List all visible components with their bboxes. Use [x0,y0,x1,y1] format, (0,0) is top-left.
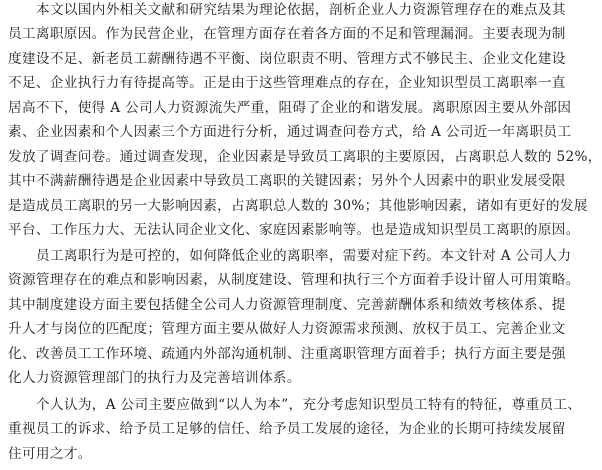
paragraph-1-line-2: 员工离职原因。作为民营企业，在管理方面存在着各方面的不足和管理漏洞。主要表现为制 [8,26,566,42]
paragraph-3-line-3: 住可用之才。 [8,446,92,462]
paragraph-1-line-1: 本文以国内外相关文献和研究结果为理论依据，剖析企业人力资源管理存在的难点及其 [36,2,566,18]
paragraph-2-line-2: 资源管理存在的难点和影响因素，从制度建设、管理和执行三个方面着手设计留人可用策略。 [8,272,580,288]
paragraph-2-line-6: 化人力资源管理部门的执行力及完善培训体系。 [8,370,301,386]
paragraph-2-line-1: 员工离职行为是可控的，如何降低企业的离职率，需要对症下药。本文针对 A 公司人力 [36,248,572,264]
paragraph-2-line-4: 升人才与岗位的匹配度；管理方面主要从做好人力资源需求预测、放权于员工、完善企业文 [8,321,566,337]
paragraph-1-line-9: 是造成员工离职的另一大影响因素，占离职总人数的 30%；其他影响因素，诸如有更好的发展 [8,198,588,214]
paragraph-1-line-3: 度建设不足、新老员工薪酬待遇不平衡、岗位职责不明、管理方式不够民主、企业文化建设 [8,51,566,67]
paragraph-1-line-8: 其中不满薪酬待遇是企业因素中导致员工离职的关键因素；另外个人因素中的职业发展受限 [8,173,566,189]
paragraph-1-line-5: 居高不下，使得 A 公司人力资源流失严重，阻碍了企业的和谐发展。离职原因主要从外部因 [8,100,572,116]
paragraph-1-line-4: 不足、企业执行力有待提高等。正是由于这些管理难点的存在，企业知识型员工离职率一直 [8,75,566,91]
paragraph-1-line-7: 发放了调查问卷。通过调查发现，企业因素是导致员工离职的主要原因，占离职总人数的 52%， [8,149,602,165]
paragraph-1-line-10: 平台、工作压力大、无法认同企业文化、家庭因素影响等。也是造成知识型员工离职的原因。 [8,222,580,238]
paragraph-3-line-1: 个人认为，A 公司主要应做到“以人为本”，充分考虑知识型员工特有的特征，尊重员工、 [36,397,582,413]
paragraph-2-line-3: 其中制度建设方面主要包括健全公司人力资源管理制度、完善薪酬体系和绩效考核体系、提 [8,297,566,313]
paragraph-1-line-6: 素、企业因素和个人因素三个方面进行分析，通过调查问卷方式，给 A 公司近一年离职员工 [8,124,572,140]
paragraph-3-line-2: 重视员工的诉求、给予员工足够的信任、给予员工发展的途径，为企业的长期可持续发展留 [8,421,566,437]
paragraph-2-line-5: 化、改善员工工作环境、疏通内外部沟通机制、注重离职管理方面着手；执行方面主要是强 [8,346,566,362]
